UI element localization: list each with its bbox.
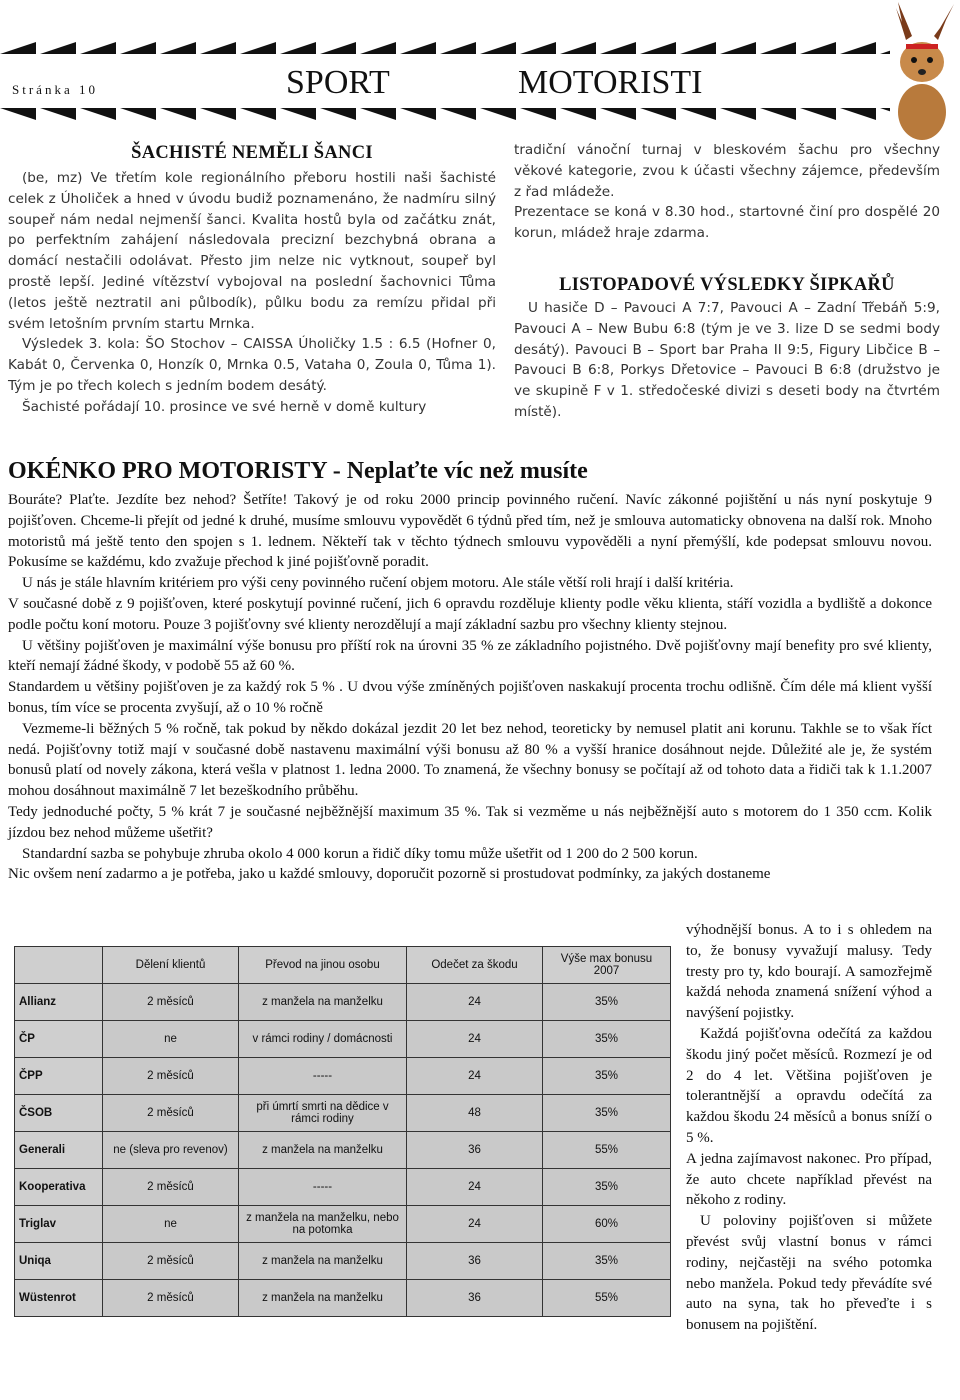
side-paragraph-4: U poloviny pojišťoven si můžete převést svůj vlastní bonus v rámci rodiny, nejčastěji na svého potomka nebo manžela. Pokud tedy převádíte své auto na syna, tak ho převeďte i s bonusem na pojištění. bbox=[686, 1213, 932, 1334]
table-cell: 35% bbox=[543, 984, 671, 1021]
table-row bbox=[15, 1132, 671, 1169]
table-cell: 24 bbox=[407, 1169, 543, 1206]
registration-text: Prezentace se koná v 8.30 hod., startovné činí pro dospělé 20 korun, mládež hraje zdarma. bbox=[514, 204, 940, 242]
table-header-cell: Dělení klientů bbox=[103, 947, 239, 984]
insurer-name-cell: Wüstenrot bbox=[15, 1280, 103, 1317]
table-cell: z manžela na manželku bbox=[239, 984, 407, 1021]
table-cell: z manžela na manželku bbox=[239, 1243, 407, 1280]
table-header-cell: Odečet za škodu bbox=[407, 947, 543, 984]
table-row bbox=[15, 1169, 671, 1206]
section-title-sport: SPORT bbox=[286, 64, 390, 101]
insurer-name-cell: Generali bbox=[15, 1132, 103, 1169]
table-header-row bbox=[15, 947, 671, 984]
insurer-name-cell: Kooperativa bbox=[15, 1169, 103, 1206]
arrow-border-bottom bbox=[0, 108, 890, 122]
header-border-top bbox=[0, 40, 890, 54]
table-cell: 24 bbox=[407, 984, 543, 1021]
table-cell: 35% bbox=[543, 1095, 671, 1132]
table-cell: 35% bbox=[543, 1021, 671, 1058]
insurer-name-cell: Triglav bbox=[15, 1206, 103, 1243]
table-header-cell bbox=[15, 947, 103, 984]
table-row bbox=[15, 1243, 671, 1280]
table-row bbox=[15, 984, 671, 1021]
motor-paragraph-2: U nás je stále hlavním kritériem pro výši ceny povinného ručení objem motoru. Ale stále větší roli hrají i další kritéria. bbox=[22, 575, 734, 592]
table-cell: 2 měsíců bbox=[103, 1280, 239, 1317]
table-header-cell: Převod na jinou osobu bbox=[239, 947, 407, 984]
chess-heading: ŠACHISTÉ NEMĚLI ŠANCI bbox=[131, 143, 373, 163]
side-paragraph-1: výhodnější bonus. A to i s ohledem na to, že bonusy vyvažují malusy. Tedy tresty pro ty, kdo bourají. A samozřejmě každá nehoda znamená snížení výhod a navýšení pojistky. bbox=[686, 922, 932, 1022]
table-cell: při úmrtí smrti na dědice v rámci rodiny bbox=[239, 1095, 407, 1132]
right-column bbox=[514, 140, 940, 423]
table-row bbox=[15, 1058, 671, 1095]
motor-paragraph-4: U většiny pojišťoven je maximální výše bonusu pro příští rok na úrovni 35 % ze základního pojistného. Dvě pojišťovny mají benefity pro své klienty, kteří nemají žádné škody, v podobě 55 až 60 %. bbox=[8, 637, 932, 675]
motor-paragraph-1: Bouráte? Plaťte. Jezdíte bez nehod? Šetříte! Takový je od roku 2000 princip povinného ručení. Navíc zákonné pojištění u nás nyní poskytuje 9 pojišťoven. Chceme-li přejít od jedné k druhé, musíme smlouvu vypovědět 6 týdnů před tím, než je smlouva automaticky obnovena na další rok. Mnoho motoristů má ještě tento den spojen s 1. lednem. Někteří tak v těchto týdnech smlouvu vypověděli a nyní přemýšlí, kde podepsat smlouvu novou. Pokusíme se každému, kdo zvažuje přechod k jiné pojišťovně poradit. bbox=[8, 492, 932, 571]
table-cell: 2 měsíců bbox=[103, 1095, 239, 1132]
insurer-name-cell: ČP bbox=[15, 1021, 103, 1058]
motor-paragraph-9: Nic ovšem není zadarmo a je potřeba, jako u každé smlouvy, doporučit pozorně si prostudovat podmínky, za jakých dostaneme bbox=[8, 866, 771, 883]
table-cell: v rámci rodiny / domácnosti bbox=[239, 1021, 407, 1058]
page-label: Stránka 10 bbox=[12, 82, 98, 97]
table-cell: 24 bbox=[407, 1058, 543, 1095]
table-cell: 24 bbox=[407, 1206, 543, 1243]
table-cell: 36 bbox=[407, 1280, 543, 1317]
table-cell: z manžela na manželku bbox=[239, 1132, 407, 1169]
chess-body: (be, mz) Ve třetím kole regionálního přeboru hostili naši šachisté celek z Úholiček a hned v úvodu budiž poznamenáno, že nadmíru silný soupeř nám nedal nejmenší šanci. Kvalita hostů byla od začátku znát, po perfektním zahájení následovala precizní bezchybná obrana a domácí nestačili odolávat. Přesto jim nelze nic vytknout, soupeř byl prostě lepší. Jediné vítězství vybojoval na poslední šachovnici Tůma (letos ještě neztratil ani půlbodík), půlku bodu za remízu přidal při svém letošním prvním startu Mrnka. bbox=[8, 170, 496, 332]
table-cell: 60% bbox=[543, 1206, 671, 1243]
table-cell: 36 bbox=[407, 1132, 543, 1169]
section-title-motoristi: MOTORISTI bbox=[518, 64, 703, 101]
table-cell: 55% bbox=[543, 1132, 671, 1169]
table-cell: 55% bbox=[543, 1280, 671, 1317]
motor-article bbox=[8, 490, 932, 885]
chess-article bbox=[8, 140, 496, 418]
table-row bbox=[15, 1095, 671, 1132]
header-border-bottom bbox=[0, 108, 890, 122]
insurer-name-cell: Uniqa bbox=[15, 1243, 103, 1280]
chess-invite: Šachisté pořádají 10. prosince ve své herně v domě kultury bbox=[22, 398, 427, 415]
table-row bbox=[15, 1206, 671, 1243]
table-cell: 2 měsíců bbox=[103, 1058, 239, 1095]
motor-side-column bbox=[686, 920, 932, 1336]
table-cell: ----- bbox=[239, 1169, 407, 1206]
table-cell: 48 bbox=[407, 1095, 543, 1132]
dog-with-antlers-illustration bbox=[884, 0, 960, 140]
darts-results: U hasiče D – Pavouci A 7:7, Pavouci A – Zadní Třebáň 5:9, Pavouci A – New Bubu 6:8 (tým je ve 3. lize D se sedmi body desátý). Pavouci B – Sport bar Praha II 9:5, Figury Libčice B – Pavouci B 6:8, Porkys Dřetovice – Pavouci B 6:8 (družstvo je ve skupině F v 1. středočeské divizi s deseti body na čtvrtém místě). bbox=[514, 299, 940, 420]
table-cell: 2 měsíců bbox=[103, 984, 239, 1021]
table-row bbox=[15, 1280, 671, 1317]
insurer-name-cell: ČPP bbox=[15, 1058, 103, 1095]
table-row bbox=[15, 1021, 671, 1058]
table-cell: 2 měsíců bbox=[103, 1243, 239, 1280]
table-cell: 2 měsíců bbox=[103, 1169, 239, 1206]
tournament-text: tradiční vánoční turnaj v bleskovém šachu pro všechny věkové kategorie, zvou k účasti všechny zájemce, především z řad mládeže. bbox=[514, 142, 940, 200]
arrow-border-top bbox=[0, 40, 890, 54]
motor-paragraph-6: Vezmeme-li běžných 5 % ročně, tak pokud by někdo dokázal jezdit 20 let bez nehod, teoreticky by nemusel platit ani korunu. Takhle se to však říct nedá. Pojišťovny totiž mají v současné době nastavenu maximální výši bonusu až 80 % a vyšší hranice dosáhnout nejde. Důležité ale je, že systém bonusů platí od novely zákona, která vešla v platnost 1. ledna 2000. To znamená, že všechny bonusy se počítají až od tohoto data a řidiči tak k 1.1.2007 mohou dosáhnout maximálně 7 let bezeškodního průběhu. bbox=[8, 720, 932, 800]
insurer-name-cell: ČSOB bbox=[15, 1095, 103, 1132]
darts-heading: LISTOPADOVÉ VÝSLEDKY ŠIPKAŘŮ bbox=[559, 274, 895, 295]
motor-paragraph-5: Standardem u většiny pojišťoven je za každý rok 5 % . U dvou výše zmíněných pojišťoven naskakují procenta trochu odlišně. Čím déle má klient vyšší bonus, tím více se procenta zvyšují, až o 10 % ročně bbox=[8, 679, 932, 716]
side-paragraph-2: Každá pojišťovna odečítá za každou škodu jiný počet měsíců. Rozmezí je od 2 do 4 let. Většina pojišťoven je tolerantnější a opravdu odečítá za každou škodu 24 měsíců a bonus sníží o 5 %. bbox=[686, 1025, 932, 1146]
table-header-cell: Výše max bonusu 2007 bbox=[543, 947, 671, 984]
table-cell: 24 bbox=[407, 1021, 543, 1058]
motor-paragraph-8: Standardní sazba se pohybuje zhruba okolo 4 000 korun a řidič díky tomu může ušetřit od 1 200 do 2 500 korun. bbox=[22, 845, 698, 862]
table-cell: ne bbox=[103, 1206, 239, 1243]
table-cell: 35% bbox=[543, 1243, 671, 1280]
table-cell: ----- bbox=[239, 1058, 407, 1095]
table-cell: z manžela na manželku bbox=[239, 1280, 407, 1317]
motor-paragraph-7: Tedy jednoduché počty, 5 % krát 7 je současné nejběžnější maximum 35 %. Tak si vezměme u nás nejběžnější auto s motorem do 1 350 ccm. Kolik jízdou bez nehod můžeme ušetřit? bbox=[8, 803, 932, 841]
table-cell: 36 bbox=[407, 1243, 543, 1280]
table-cell: ne (sleva pro revenov) bbox=[103, 1132, 239, 1169]
motor-paragraph-3: V současné době z 9 pojišťoven, které poskytují povinné ručení, jich 6 opravdu rozděluje klienty podle věku klienta, stáří vozidla a bydliště a dokonce podle počtu koní motoru. Pouze 3 pojišťovny své klienty nerozdělují a mají základní sazbu pro všechny klienty stejnou. bbox=[8, 595, 932, 633]
table-cell: z manžela na manželku, nebo na potomka bbox=[239, 1206, 407, 1243]
insurance-bonus-table bbox=[14, 946, 671, 1317]
side-paragraph-3: A jedna zajímavost nakonec. Pro případ, že auto chcete například převést na někoho z rodiny. bbox=[686, 1150, 932, 1209]
insurer-name-cell: Allianz bbox=[15, 984, 103, 1021]
motor-heading: OKÉNKO PRO MOTORISTY - Neplaťte víc než musíte bbox=[8, 458, 588, 484]
table-cell: 35% bbox=[543, 1169, 671, 1206]
chess-result: Výsledek 3. kola: ŠO Stochov – CAISSA Úholičky 1.5 : 6.5 (Hofner 0, Kabát 0, Červenka 0, Honzík 0, Mrnka 0.5, Vataha 0, Zoula 0, Tůma 1). Tým je po třech kolech s jedním bodem desátý. bbox=[8, 336, 496, 394]
table-cell: ne bbox=[103, 1021, 239, 1058]
table-cell: 35% bbox=[543, 1058, 671, 1095]
